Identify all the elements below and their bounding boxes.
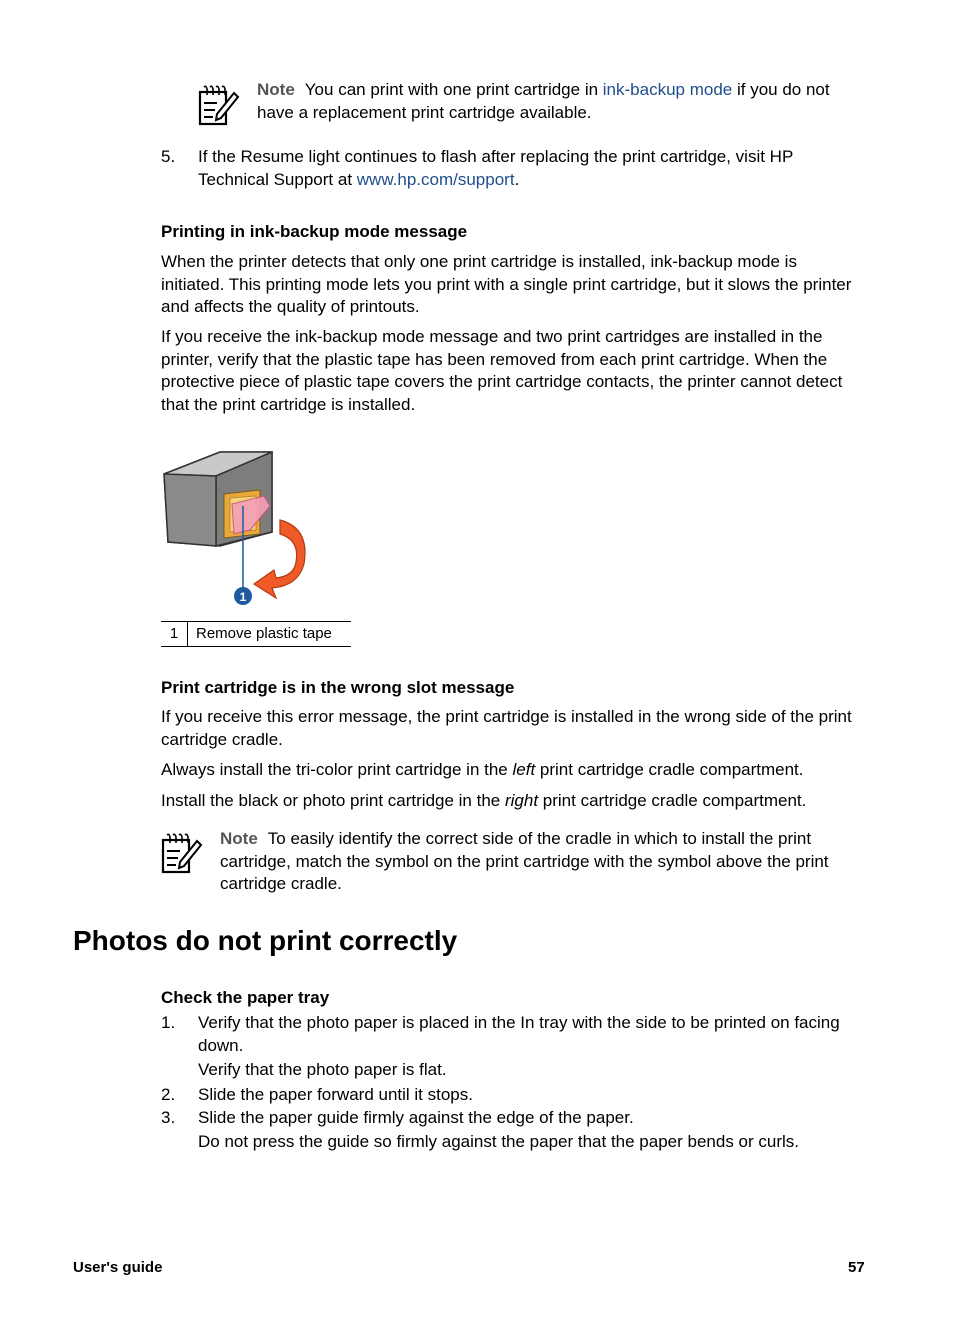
caption-text: Remove plastic tape xyxy=(196,625,332,642)
list-number: 5. xyxy=(161,147,176,166)
note-paragraph: Note To easily identify the correct side of the cradle in which to install the print cartridge, match the symbol on the print cartridge with the symbol above the print cartridge cradle. xyxy=(220,829,829,893)
list-number: 2. xyxy=(161,1085,176,1104)
callout-number: 1 xyxy=(239,590,247,604)
footer-title: User's guide xyxy=(73,1259,163,1276)
body-paragraph: Always install the tri-color print cartridge in the left print cartridge cradle compartment. xyxy=(161,760,804,779)
page-title: Photos do not print correctly xyxy=(73,925,458,956)
table-row xyxy=(161,622,351,647)
list-number: 3. xyxy=(161,1108,176,1127)
body-paragraph: Install the black or photo print cartridge in the right print cartridge cradle compartment. xyxy=(161,791,807,810)
note-paragraph: Note You can print with one print cartridge in ink-backup mode if you do not have a replacement print cartridge available. xyxy=(257,80,830,122)
page-number: 57 xyxy=(848,1259,865,1276)
list-item: If the Resume light continues to flash after replacing the print cartridge, visit HP Technical Support at www.hp.com/support. xyxy=(198,147,793,189)
list-item: Slide the paper guide firmly against the edge of the paper. xyxy=(198,1108,634,1127)
caption-table xyxy=(161,621,351,647)
list-item: Slide the paper forward until it stops. xyxy=(198,1085,473,1104)
body-paragraph: If you receive the ink-backup mode message and two print cartridges are installed in the printer, verify that the plastic tape has been removed from each print cartridge. When the protective piece of plastic tape covers the print cartridge contacts, the printer cannot detect that the print cartridge is installed. xyxy=(161,327,843,414)
list-item-note: Verify that the photo paper is flat. xyxy=(198,1060,447,1079)
list-item: Verify that the photo paper is placed in the In tray with the side to be printed on facing down. xyxy=(198,1013,840,1055)
note-label: Note xyxy=(257,80,295,99)
note-icon xyxy=(160,832,204,876)
section-heading: Check the paper tray xyxy=(161,988,330,1007)
section-heading: Print cartridge is in the wrong slot message xyxy=(161,678,515,697)
list-item-note: Do not press the guide so firmly against the paper that the paper bends or curls. xyxy=(198,1132,800,1151)
note-icon xyxy=(197,84,241,128)
cartridge-illustration xyxy=(160,446,320,617)
body-paragraph: If you receive this error message, the print cartridge is installed in the wrong side of the print cartridge cradle. xyxy=(161,707,852,749)
ink-backup-mode-link[interactable]: ink-backup mode xyxy=(602,80,733,99)
list-number: 1. xyxy=(161,1013,176,1032)
hp-support-link[interactable]: www.hp.com/support xyxy=(356,169,515,189)
caption-number: 1 xyxy=(161,622,188,647)
note-label: Note xyxy=(220,829,258,848)
body-paragraph: When the printer detects that only one print cartridge is installed, ink-backup mode is initiated. This printing mode lets you print with a single print cartridge, but it slows the printer and affects the quality of printouts. xyxy=(161,252,852,316)
section-heading: Printing in ink-backup mode message xyxy=(161,222,468,241)
